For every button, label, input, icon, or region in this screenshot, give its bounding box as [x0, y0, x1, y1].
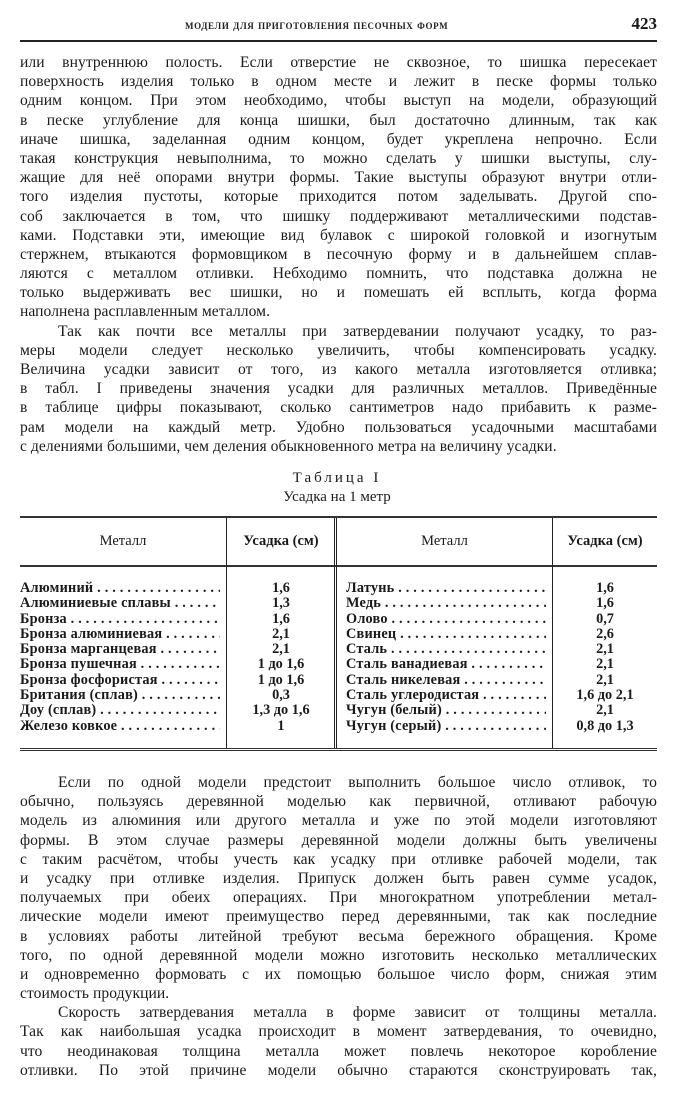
- text-line: Так как почти все металлы при затвердевании получают усадку, то раз-: [58, 322, 657, 340]
- body-text-bottom: [20, 773, 657, 1080]
- metal-name: Алюминиевые сплавы . . .: [20, 596, 220, 611]
- table-label: Таблица I: [292, 470, 382, 486]
- text-line: того, по одной деревянной модели можно изготовить несколько металлических: [20, 946, 657, 964]
- metal-name: Бронза пушечная . . .: [20, 657, 220, 672]
- text-line: в табл. I приведены значения усадки для различных металлов. Приведённые: [20, 380, 657, 398]
- metal-name: Свинец . . .: [346, 627, 546, 642]
- shrinkage-value: 1,6 до 2,1: [576, 687, 634, 704]
- header-separator: [20, 565, 657, 567]
- metal-name: Сталь ванадиевая . . .: [346, 657, 546, 672]
- metal-name: Алюминий . . .: [20, 581, 220, 596]
- right-value-column: [553, 581, 657, 734]
- metal-name: Железо ковкое . . .: [20, 719, 220, 734]
- text-line: ками. Подставки эти, имеющие вид булавок с широкой головкой и изогнутым: [20, 226, 657, 244]
- text-line: иначе шишка, заделанная одним концом, будет укреплена непрочно. Если: [20, 130, 657, 148]
- right-metal-column: [346, 581, 546, 734]
- text-line: Так как наибольшая усадка происходит в момент затвердевания, то очевидно,: [20, 1023, 657, 1041]
- shrinkage-value: 2,1: [596, 702, 614, 719]
- metal-name: Латунь . . .: [346, 581, 546, 596]
- text-line: стоимость продукции.: [20, 985, 170, 1003]
- text-line: такая конструкция невыполнима, то можно сделать у шишки выступы, слу-: [20, 149, 657, 167]
- shrinkage-value: 1 до 1,6: [257, 671, 305, 688]
- shrinkage-value: 0,8 до 1,3: [576, 717, 634, 734]
- metal-name: Сталь . . .: [346, 642, 546, 657]
- metal-name: Бронза фосфористая . . .: [20, 673, 220, 688]
- text-line: рам модели на каждый метр. Удобно пользоваться усадочными масштабами: [20, 418, 657, 436]
- text-line: жащие для неё опорами внутри формы. Такие выступы образуют внутри отли-: [20, 169, 657, 187]
- text-line: или внутреннюю полость. Если отверстие не сквозное, то шишка пересекает: [20, 54, 657, 71]
- text-line: лические модели имеют преимущество перед деревянными, так как последние: [20, 908, 657, 926]
- shrinkage-value: 1,3 до 1,6: [252, 702, 310, 719]
- shrinkage-table: [20, 516, 657, 751]
- text-line: стержнем, втыкаются формовщиком в песочную форму и в дальнейшем сплав-: [20, 245, 657, 263]
- text-line: отливки. По этой причине модели обычно стараются сконструировать так,: [20, 1061, 657, 1079]
- left-value-column: [226, 581, 336, 734]
- shrinkage-value: 1,6: [596, 580, 614, 596]
- shrinkage-value: 2,6: [596, 625, 614, 642]
- metal-name: Бронза . . .: [20, 612, 220, 627]
- column-header-shrinkage-left: Усадка (см): [243, 533, 319, 549]
- text-line: и одновременно формовать с их помощью большое число форм, снижая этим: [20, 965, 657, 983]
- metal-name: Бронза марганцевая . . .: [20, 642, 220, 657]
- text-line: в песке углубление для конца шишки, был достаточно длинным, так как: [20, 111, 657, 129]
- page-number: 423: [631, 14, 657, 33]
- shrinkage-value: 1: [277, 717, 285, 734]
- shrinkage-value: 1,6: [596, 595, 614, 612]
- metal-name: Бронза алюминиевая . . .: [20, 627, 220, 642]
- text-line: меры модели следует несколько увеличить, чтобы компенсировать усадку.: [20, 341, 657, 359]
- metal-name: Чугун (серый) . . .: [346, 719, 546, 734]
- text-line: с делениями большими, чем деления обыкновенного метра на величину усадки.: [20, 437, 557, 455]
- left-metal-column: [20, 581, 220, 734]
- shrinkage-value: 0,3: [272, 687, 290, 704]
- running-title: модели для приготовления песочных форм: [185, 18, 449, 32]
- text-line: поверхность изделия только в одном месте и лежит в песке формы только: [20, 73, 657, 91]
- text-line: в таблице цифры показывают, сколько сантиметров надо прибавить к разме-: [20, 399, 657, 417]
- text-line: в условиях работы литейной требуют весьма бережного обращения. Кроме: [20, 927, 657, 945]
- text-line: что неодинаковая толщина металла может повлечь некоторое коробление: [20, 1042, 657, 1060]
- text-line: и усадку при отливке изделия. Припуск должен быть равен сумме усадок,: [20, 869, 657, 887]
- shrinkage-value: 2,1: [596, 656, 614, 673]
- text-line: того изделия пустоты, которые приходится потом заделывать. Другой спо-: [20, 188, 657, 206]
- column-header-metal-right: Металл: [421, 533, 468, 549]
- shrinkage-value: 1,6: [272, 580, 290, 596]
- metal-name: Олово . . .: [346, 612, 546, 627]
- text-line: наполнена расплавленным металлом.: [20, 303, 271, 321]
- text-line: обычно, пользуясь деревянной моделью как первичной, отливают рабочую: [20, 793, 657, 811]
- shrinkage-value: 0,7: [596, 610, 614, 627]
- text-line: Если по одной модели предстоит выполнить большое число отливок, то: [58, 774, 657, 791]
- metal-name: Доу (сплав) . . .: [20, 703, 220, 718]
- text-line: только выдерживать вес шишки, но и помешать ей всплыть, когда форма: [20, 284, 657, 302]
- text-line: формы. В этом случае размеры деревянной модели должны быть увеличены: [20, 831, 657, 849]
- text-line: получаемых при обеих операциях. При многократном употреблении метал-: [20, 889, 657, 907]
- metal-name: Сталь углеродистая . . .: [346, 688, 546, 703]
- column-header-metal-left: Металл: [99, 533, 147, 549]
- text-line: соб заключается в том, что шишку поддерживают металлическими подстав-: [20, 207, 657, 225]
- running-head: [20, 12, 657, 42]
- table-title: Усадка на 1 метр: [283, 489, 391, 505]
- text-line: с таким расчётом, чтобы учесть как усадку при отливке рабочей модели, так: [20, 850, 657, 868]
- text-line: одним концом. При этом необходимо, чтобы выступ на модели, образующий: [20, 92, 657, 110]
- shrinkage-value: 2,1: [272, 625, 290, 642]
- text-line: Скорость затвердевания металла в форме зависит от толщины металла.: [58, 1004, 657, 1022]
- text-line: Величина усадки зависит от того, из какого металла изготовляется отливка;: [20, 361, 657, 378]
- shrinkage-value: 2,1: [272, 641, 290, 658]
- metal-name: Британия (сплав) . . .: [20, 688, 220, 703]
- metal-name: Чугун (белый) . . .: [346, 703, 546, 718]
- metal-name: Сталь никелевая . . .: [346, 673, 546, 688]
- shrinkage-value: 1,3: [272, 595, 290, 612]
- text-line: модель из алюминия или другого металла и уже по этой модели изготовляют: [20, 812, 657, 830]
- text-line: ляются с металлом отливки. Небходимо помнить, что подставка должна не: [20, 265, 657, 283]
- shrinkage-value: 2,1: [596, 641, 614, 658]
- shrinkage-value: 2,1: [596, 671, 614, 688]
- column-header-shrinkage-right: Усадка (см): [567, 533, 643, 549]
- body-text-top: [20, 53, 657, 456]
- metal-name: Медь . . .: [346, 596, 546, 611]
- shrinkage-value: 1,6: [272, 610, 290, 627]
- shrinkage-value: 1 до 1,6: [257, 656, 305, 673]
